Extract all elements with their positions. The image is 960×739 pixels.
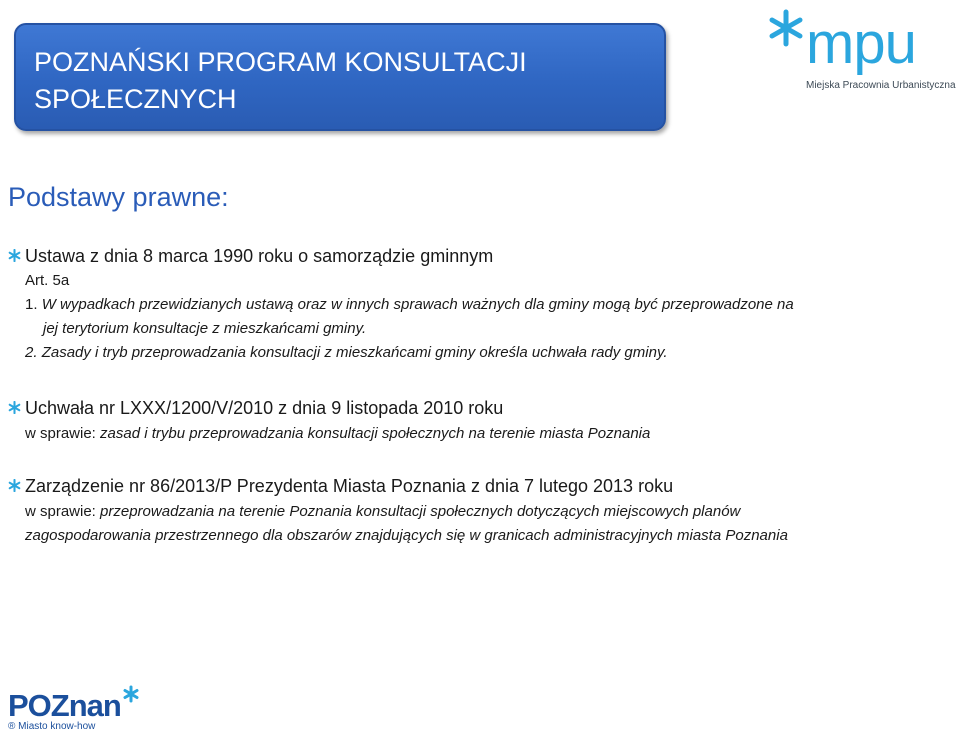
article-point [8,293,958,317]
point-text: Zasady i tryb przeprowadzania konsultacji z mieszkańcami gminy określa uchwała rady gminy. [41,344,668,361]
item-description [8,500,958,524]
poznan-wordmark: POZnan [8,688,121,723]
point-text-continued: jej terytorium konsultacje z mieszkańcami gminy. [43,320,367,337]
poznan-tagline: ® Miasto know-how [8,721,96,732]
point-number: 2. [25,344,38,361]
point-text: W wypadkach przewidzianych ustawą oraz w innych sprawach ważnych dla gminy mogą być przeprowadzone na [41,296,794,313]
asterisk-star-icon [766,8,806,48]
poznan-logo [8,688,148,738]
item-heading: Ustawa z dnia 8 marca 1990 roku o samorządzie gminnym [25,246,494,266]
legal-basis-item [8,476,958,548]
slide-title: POZNAŃSKI PROGRAM KONSULTACJI SPOŁECZNYCH [34,47,527,114]
legal-basis-item [8,398,958,446]
item-heading: Zarządzenie nr 86/2013/P Prezydenta Miasta Poznania z dnia 7 lutego 2013 roku [25,476,674,496]
legal-basis-item [8,246,958,365]
description-text-continued: zagospodarowania przestrzennego dla obszarów znajdujących się w granicach administracyjnych miasta Poznania [25,527,788,544]
description-prefix: w sprawie: [25,425,101,442]
section-heading: Podstawy prawne: [8,182,229,212]
asterisk-star-icon [122,685,140,703]
mpu-logo [766,8,954,98]
title-banner [14,23,666,131]
article-label: Art. 5a [25,272,70,289]
item-description [8,422,958,446]
description-text: zasad i trybu przeprowadzania konsultacji społecznych na terenie miasta Poznania [100,425,651,442]
mpu-subtitle: Miejska Pracownia Urbanistyczna [806,80,956,91]
bullet-star-icon [8,249,25,262]
item-heading: Uchwała nr LXXX/1200/V/2010 z dnia 9 listopada 2010 roku [25,398,504,418]
description-text: przeprowadzania na terenie Poznania konsultacji społecznych dotyczących miejscowych planów [100,503,741,520]
point-number: 1. [25,296,38,313]
bullet-star-icon [8,401,25,414]
mpu-wordmark: mpu [806,11,916,76]
article-point [8,341,958,365]
description-prefix: w sprawie: [25,503,101,520]
bullet-star-icon [8,479,25,492]
